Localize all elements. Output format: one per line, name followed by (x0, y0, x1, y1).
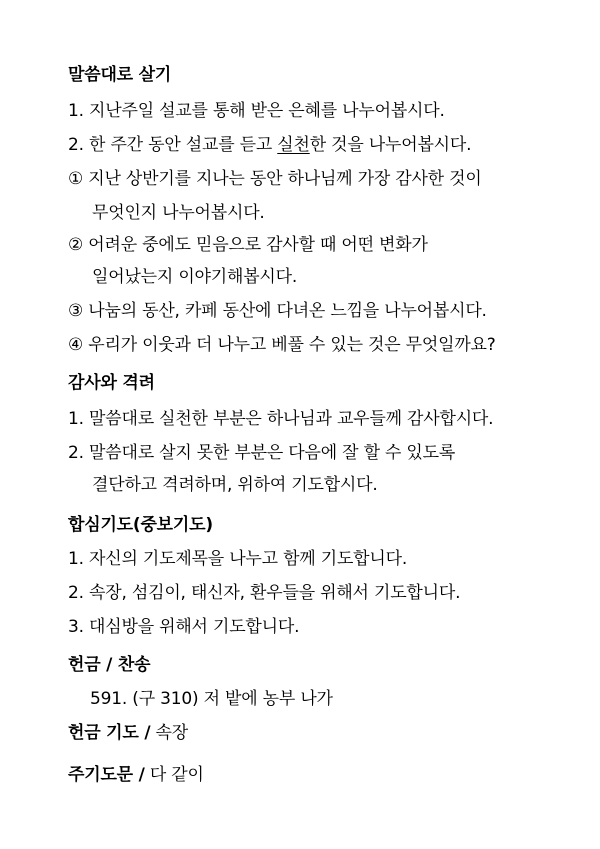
list-item: 1. 말씀대로 실천한 부분은 하나님과 교우들께 감사합시다. (68, 409, 494, 429)
sub-list-item: ② 어려운 중에도 믿음으로 감사할 때 어떤 변화가 (68, 235, 428, 255)
hymn-entry: 591. (구 310) 저 밭에 농부 나가 (90, 689, 333, 709)
sub-list-item-continuation: 무엇인지 나누어봅시다. (92, 203, 265, 223)
underlined-text: 실천 (277, 135, 310, 155)
heading-bold-part: 헌금 기도 / (68, 723, 151, 743)
section-heading-offering-hymn: 헌금 / 찬송 (68, 655, 151, 675)
section-heading-thanks-encouragement: 감사와 격려 (68, 373, 155, 393)
list-item: 3. 대심방을 위해서 기도합니다. (68, 617, 300, 637)
list-item: 1. 자신의 기도제목을 나누고 함께 기도합니다. (68, 549, 408, 569)
heading-assignee: 다 같이 (144, 765, 204, 785)
heading-assignee: 속장 (150, 723, 188, 743)
list-item (68, 134, 471, 156)
section-heading-living-by-word: 말씀대로 살기 (68, 65, 172, 85)
section-heading-offering-prayer (68, 722, 188, 744)
sub-list-item: ① 지난 상반기를 지나는 동안 하나님께 가장 감사한 것이 (68, 169, 482, 189)
list-item: 1. 지난주일 설교를 통해 받은 은혜를 나누어봅시다. (68, 101, 445, 121)
list-item-continuation: 결단하고 격려하며, 위하여 기도합시다. (92, 475, 378, 495)
sub-list-item: ④ 우리가 이웃과 더 나누고 베풀 수 있는 것은 무엇일까요? (68, 335, 496, 355)
list-item: 2. 속장, 섬김이, 태신자, 환우들을 위해서 기도합니다. (68, 583, 461, 603)
section-heading-united-prayer: 합심기도(중보기도) (68, 515, 213, 535)
text-segment: 한 것을 나누어봅시다. (309, 135, 472, 155)
heading-bold-part: 주기도문 / (68, 765, 145, 785)
list-item: 2. 말씀대로 살지 못한 부분은 다음에 잘 할 수 있도록 (68, 443, 456, 463)
sub-list-item: ③ 나눔의 동산, 카페 동산에 다녀온 느낌을 나누어봅시다. (68, 301, 487, 321)
text-segment: 2. 한 주간 동안 설교를 듣고 (68, 135, 278, 155)
sub-list-item-continuation: 일어났는지 이야기해봅시다. (92, 267, 298, 287)
section-heading-lords-prayer (68, 764, 204, 786)
